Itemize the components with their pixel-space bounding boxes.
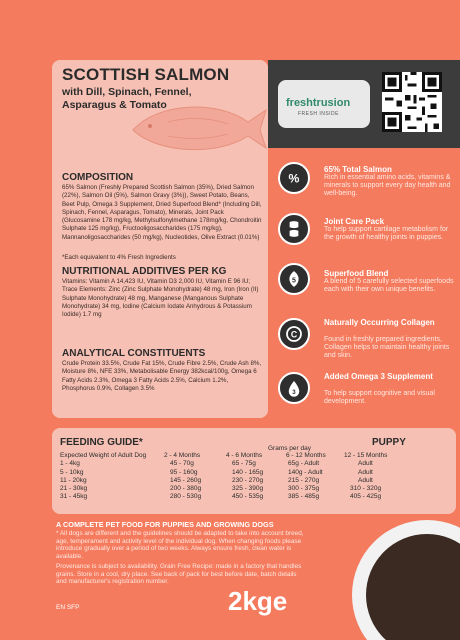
net-weight: 2kge	[228, 586, 288, 616]
top-strip	[0, 0, 460, 56]
logo-text: freshtrusion	[286, 97, 351, 109]
analytical-heading: ANALYTICAL CONSTITUENTS	[62, 348, 206, 359]
additives-body: Vitamins: Vitamin A 14,423 IU, Vitamin D3 2,000 IU, Vitamin E 96 IU; Trace Elements: Zinc (Zinc Sulphate Monohydrate) 48 mg, Iron (Iron (II) Sulphate Monohydrate) 48 mg, Manganese (Manganous Sulphate Monohydrate) 34 mg, Iodine (Calcium Iodate Anhydrous & Potassium Iodide) 1.7 mg	[62, 278, 259, 319]
feature-title: Naturally Occurring Collagen	[324, 318, 435, 327]
qr-code-icon[interactable]	[382, 72, 442, 132]
footer-code: EN SFP	[56, 604, 80, 611]
guide-column-weight: Expected Weight of Adult Dog 1 - 4kg 5 - 10kg 11 - 20kg 21 - 30kg 31 - 45kg	[60, 452, 147, 501]
salmon-illustration	[128, 92, 268, 162]
collagen-icon	[278, 318, 310, 350]
feature-title: Added Omega 3 Supplement	[324, 372, 433, 381]
superfood-icon	[278, 263, 310, 295]
feature-text: To help support cartilage metabolism for the growth of healthy joints in puppies.	[324, 226, 449, 242]
svg-text:%: %	[288, 171, 300, 186]
guide-column-12-15: 12 - 15 Months Adult Adult Adult 310 - 320g 405 - 425g	[344, 452, 388, 501]
joint-icon	[278, 213, 310, 245]
svg-text:3: 3	[292, 389, 296, 397]
feeding-guide-heading: FEEDING GUIDE*	[60, 437, 143, 448]
feeding-note: * All dogs are different and the guidelines should be adapted to take into account breed, age, temperament and activity level of the individual dog. When changing foods please introduce gradually over a period of two weeks. Always ensure fresh, clean water is available.	[56, 530, 304, 560]
omega-icon	[278, 372, 310, 404]
feature-title: Joint Care Pack	[324, 217, 385, 226]
composition-footnote: *Each equivalent to 4% Fresh Ingredients	[62, 254, 176, 261]
feature-text: To help support cognitive and visual development.	[324, 390, 435, 406]
additives-heading: NUTRITIONAL ADDITIVES PER KG	[62, 266, 227, 277]
product-title: SCOTTISH SALMON	[62, 65, 230, 84]
svg-text:C: C	[290, 329, 298, 340]
provenance-note: Provenance is subject to availability. Grain Free Recipe: made in a factory that handles grains. Store in a cool, dry place. See back of pack for best before date, batch details and manufacturer's registration number.	[56, 563, 302, 586]
feature-title: 65% Total Salmon	[324, 165, 392, 174]
feature-text: Rich in essential amino acids, vitamins & minerals to support every day health and well-being.	[324, 174, 451, 198]
complete-food-statement: A COMPLETE PET FOOD FOR PUPPIES AND GROWING DOGS	[56, 520, 274, 529]
svg-text:5: 5	[292, 277, 296, 285]
composition-body: 65% Salmon (Freshly Prepared Scottish Salmon (35%), Dried Salmon (22%), Salmon Oil (5%), Salmon Gravy (3%)), Sweet Potato, Beans, Beet Pulp, Omega 3 Supplement, Dried Superfood Blend* (Including Dill, Spinach, Fennel, Asparagus, Tomato), Minerals, Joint Pack (Glucosamine 178 mg/kg, Methylsulfonylmethane 178mg/kg, Chondroitin Sulphate 125 mg/kg), Fructooligosaccharides (175 mg/kg), Mannanoligosaccharides (50 mg/kg), Nucleotides, Olive Extract (0.01%)	[62, 184, 262, 241]
guide-column-6-12: 6 - 12 Months 65g - Adult 140g - Adult 215 - 270g 300 - 375g 385 - 485g	[286, 452, 326, 501]
guide-column-2-4: 2 - 4 Months 45 - 70g 95 - 160g 145 - 260g 200 - 380g 280 - 530g	[164, 452, 202, 501]
feature-text: Found in freshly prepared ingredients, Collagen helps to maintain healthy joints and skin.	[324, 336, 450, 360]
feature-title: Superfood Blend	[324, 269, 389, 278]
guide-column-4-6: 4 - 6 Months 65 - 75g 140 - 165g 230 - 270g 325 - 390g 450 - 535g	[226, 452, 264, 501]
composition-heading: COMPOSITION	[62, 172, 134, 183]
percent-icon	[278, 162, 310, 194]
logo-subtext: FRESH INSIDE	[298, 111, 340, 117]
product-subtitle: with Dill, Spinach, Fennel, Asparagus & Tomato	[62, 86, 192, 111]
grams-per-day-label: Grams per day	[268, 445, 311, 452]
feature-text: A blend of 5 carefully selected superfoods each with their own unique benefits.	[324, 278, 454, 294]
puppy-heading: PUPPY	[372, 437, 406, 448]
analytical-body: Crude Protein 33.5%, Crude Fat 15%, Crude Fibre 2.5%, Crude Ash 8%, Moisture 8%, NFE 33%, Metabolisable Energy 382kcal/100g, Omega 6 Fatty Acids 2.3%, Omega 3 Fatty Acids 2.5%, Calcium 1.2%, Phosphorus 0.9%, Collagen 3.5%	[62, 360, 262, 392]
